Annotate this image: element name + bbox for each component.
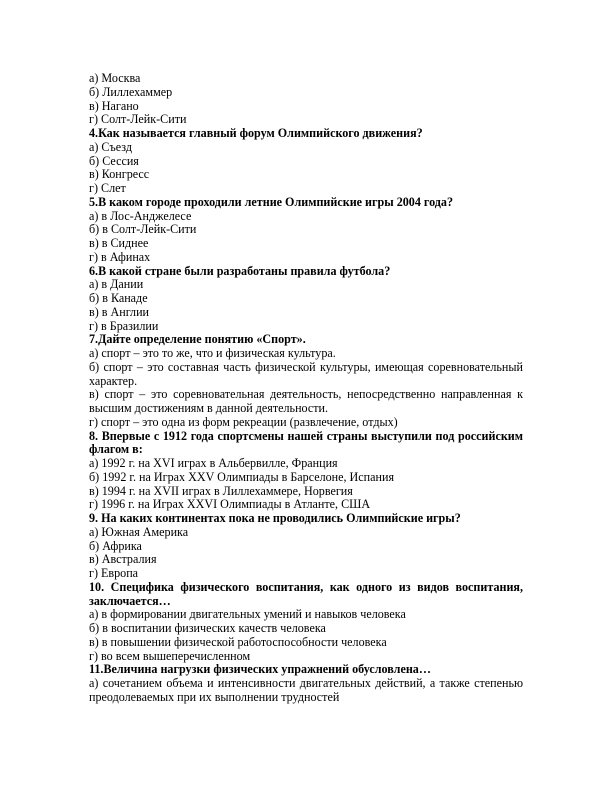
question-9: 9. На каких континентах пока не проводились Олимпийские игры?: [89, 511, 461, 525]
q9-option-b: б) Африка: [89, 538, 142, 553]
q4-option-a: а) Съезд: [89, 139, 132, 154]
document-page: [89, 72, 523, 705]
option-b: б) Лиллехаммер: [89, 84, 173, 99]
q7-option-c: в) спорт – это соревновательная деятельность, непосредственно направленная к высшим достижениям в данной деятельности.: [89, 387, 523, 415]
q8-option-a: а) 1992 г. на XVI играх в Альбервилле, Франция: [89, 456, 338, 470]
question-8: 8. Впервые с 1912 года спортсмены нашей страны выступили под российским флагом в:: [89, 428, 523, 457]
option-c: в) Нагано: [89, 98, 139, 113]
q4-option-d: г) Слет: [89, 181, 126, 195]
q11-option-a: а) сочетанием объема и интенсивности двигательных действий, а также степенью преодолеваемых при их выполнении трудностей: [89, 676, 523, 704]
option-d: г) Солт-Лейк-Сити: [89, 112, 187, 127]
q5-option-d: г) в Афинах: [89, 249, 151, 264]
q5-option-c: в) в Сиднее: [89, 236, 149, 250]
q8-option-b: б) 1992 г. на Играх XXV Олимпиады в Барселоне, Испания: [89, 469, 395, 484]
q8-option-d: г) 1996 г. на Играх XXVI Олимпиады в Атланте, США: [89, 497, 371, 512]
q5-option-b: б) в Солт-Лейк-Сити: [89, 222, 197, 237]
q10-option-d: г) во всем вышеперечисленном: [89, 648, 251, 663]
q9-option-d: г) Европа: [89, 566, 139, 580]
q4-option-c: в) Конгресс: [89, 167, 150, 182]
q7-option-b: б) спорт – это составная часть физической культуры, имеющая соревновательный характер.: [89, 359, 523, 388]
q5-option-a: а) в Лос-Анджелесе: [89, 208, 192, 223]
q4-option-b: б) Сессия: [89, 153, 139, 168]
q6-option-c: в) в Англии: [89, 304, 150, 319]
q10-option-a: а) в формировании двигательных умений и навыков человека: [89, 607, 406, 622]
q7-option-a: а) спорт – это то же, что и физическая культура.: [89, 346, 336, 360]
question-4: 4.Как называется главный форум Олимпийского движения?: [89, 126, 423, 140]
question-7: 7.Дайте определение понятию «Спорт».: [89, 332, 306, 347]
q6-option-d: г) в Бразилии: [89, 318, 159, 333]
q10-option-b: б) в воспитании физических качеств человека: [89, 621, 326, 635]
q10-option-c: в) в повышении физической работоспособности человека: [89, 634, 387, 649]
q9-option-c: в) Австралия: [89, 552, 157, 567]
question-11: 11.Величина нагрузки физических упражнений обусловлена…: [89, 662, 431, 677]
q6-option-b: б) в Канаде: [89, 291, 148, 305]
question-10: 10. Специфика физического воспитания, как одного из видов воспитания, заключается…: [89, 579, 523, 608]
q6-option-a: а) в Дании: [89, 277, 144, 292]
question-5: 5.В каком городе проходили летние Олимпийские игры 2004 года?: [89, 194, 454, 209]
q7-option-d: г) спорт – это одна из форм рекреации (развлечение, отдых): [89, 414, 398, 429]
q8-option-c: в) 1994 г. на XVII играх в Лиллехаммере, Норвегия: [89, 483, 353, 498]
option-a: а) Москва: [89, 71, 141, 85]
q9-option-a: а) Южная Америка: [89, 524, 189, 539]
question-6: 6.В какой стране были разработаны правила футбола?: [89, 263, 391, 278]
